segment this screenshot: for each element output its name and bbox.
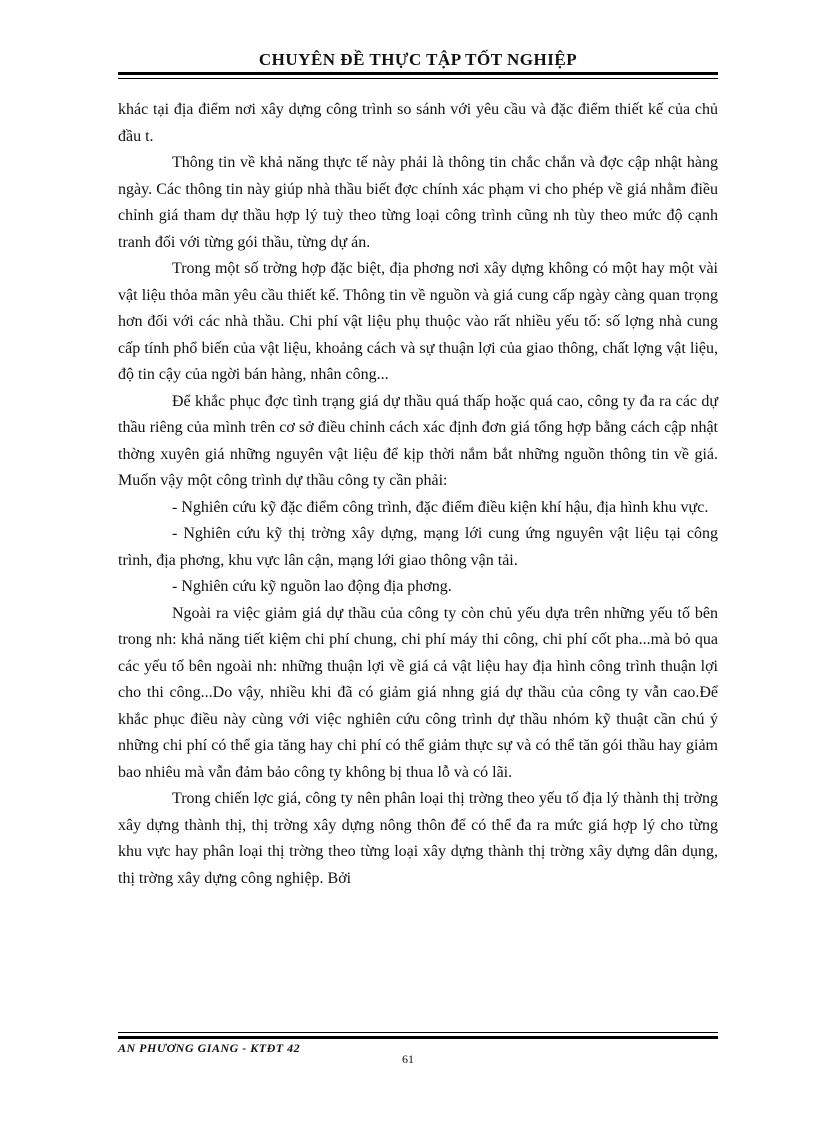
footer-rule-thick: [118, 1036, 718, 1039]
paragraph: Trong chiến lợc giá, công ty nên phân loại thị trờng theo yếu tố địa lý thành thị trờng xây dựng thành thị, thị trờng xây dựng nông thôn để có thể đa ra mức giá hợp lý cho từng khu vực hay phân loại thị trờng theo từng loại xây dựng thành thị trờng xây dựng dân dụng, thị trờng xây dựng công nghiệp. Bởi: [118, 790, 718, 887]
header-rule-thin: [118, 78, 718, 79]
paragraph: khác tại địa điểm nơi xây dựng công trình so sánh với yêu cầu và đặc điểm thiết kế của chủ đầu t.: [118, 101, 718, 145]
paragraph: Trong một số trờng hợp đặc biệt, địa phơng nơi xây dựng không có một hay một vài vật liệu thỏa mãn yêu cầu thiết kế. Thông tin về nguồn và giá cung cấp ngày càng quan trọng hơn đối với các nhà thầu. Chi phí vật liệu phụ thuộc vào rất nhiều yếu tố: số lợng nhà cung cấp tính phổ biến của vật liệu, khoảng cách và sự thuận lợi của giao thông, chất lợng vật liệu, độ tin cậy của ngời bán hàng, nhân công...: [118, 260, 718, 383]
bullet-item: - Nghiên cứu kỹ thị trờng xây dựng, mạng lới cung ứng nguyên vật liệu tại công trình, địa phơng, khu vực lân cận, mạng lới giao thông vận tải.: [118, 525, 718, 569]
paragraph: Để khắc phục đợc tình trạng giá dự thầu quá thấp hoặc quá cao, công ty đa ra các dự thầu riêng của mình trên cơ sở điều chỉnh cách xác định đơn giá tổng hợp bằng cách cập nhật thờng xuyên giá những nguyên vật liệu để kịp thời nắm bắt những nguồn thông tin về giá. Muốn vậy một công trình dự thầu công ty cần phải:: [118, 392, 718, 489]
footer-author: AN PHƯƠNG GIANG - KTĐT 42: [118, 1041, 301, 1055]
footer-rule-thin: [118, 1032, 718, 1033]
page-header: [118, 50, 718, 70]
header-title: CHUYÊN ĐỀ THỰC TẬP TỐT NGHIỆP: [258, 50, 578, 69]
header-rule-thick: [118, 72, 718, 75]
document-body: [118, 97, 718, 892]
paragraph: Thông tin về khả năng thực tế này phải là thông tin chắc chắn và đợc cập nhật hàng ngày. Các thông tin này giúp nhà thầu biết đợc chính xác phạm vi cho phép về giá nhằm điều chỉnh giá tham dự thầu hợp lý tuỳ theo từng loại công trình cũng nh tùy theo mức độ cạnh tranh đối với từng gói thầu, từng dự án.: [118, 154, 718, 251]
paragraph: Ngoài ra việc giảm giá dự thầu của công ty còn chủ yếu dựa trên những yếu tố bên trong nh: khả năng tiết kiệm chi phí chung, chi phí máy thi công, chi phí cốt pha...mà bỏ qua các yếu tố bên ngoài nh: những thuận lợi về giá cả vật liệu hay địa hình công trình thuận lợi cho thi công...Do vậy, nhiều khi đã có giảm giá nhng giá dự thầu của công ty vẫn cao.Để khắc phục điều này cùng với việc nghiên cứu công trình dự thầu nhóm kỹ thuật cần chú ý những chi phí có thể gia tăng hay chi phí có thể giảm thực sự và có thể tăn gói thầu hay giảm bao nhiêu mà vẫn đảm bảo công ty không bị thua lỗ và có lãi.: [118, 604, 718, 781]
page-number: 61: [402, 1052, 414, 1066]
bullet-item: - Nghiên cứu kỹ nguồn lao động địa phơng.: [172, 578, 452, 595]
bullet-item: - Nghiên cứu kỹ đặc điểm công trình, đặc điểm điều kiện khí hậu, địa hình khu vực.: [172, 498, 709, 516]
